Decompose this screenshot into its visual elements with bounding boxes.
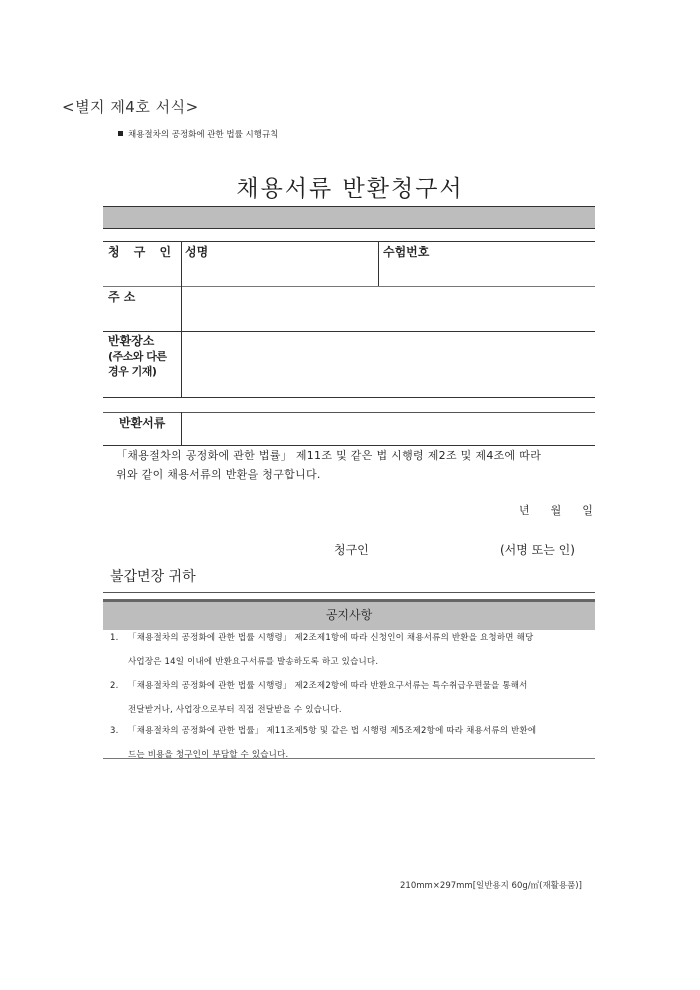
return-documents-label: 반환서류	[119, 416, 166, 430]
address-label: 주 소	[108, 290, 136, 304]
notice-item-1	[110, 631, 600, 667]
return-place-input[interactable]	[185, 334, 593, 394]
return-place-label	[108, 334, 167, 379]
date-day-label: 일	[582, 504, 593, 517]
notice-item-3-line1: 「채용절차의 공정화에 관한 법률」 제11조제5항 및 같은 법 시행령 제5조제2항에 따라 채용서류의 반환에	[128, 726, 537, 736]
regulation-subtitle-text: 채용절차의 공정화에 관한 법률 시행규칙	[128, 130, 279, 140]
date-line	[519, 502, 593, 518]
row-top-return-docs	[103, 412, 595, 413]
table-top-border	[103, 241, 595, 242]
notice-item-3-number: 3.	[110, 726, 119, 736]
statement-line-2: 위와 같이 채용서류의 반환을 청구합니다.	[116, 468, 321, 481]
notice-top-line	[103, 592, 595, 593]
name-exam-divider	[378, 241, 379, 286]
date-year-label: 년	[519, 504, 530, 517]
square-bullet-icon	[118, 131, 123, 136]
row-divider-return-place	[103, 397, 595, 398]
notice-item-1-line1: 「채용절차의 공정화에 관한 법률 시행령」 제2조제1항에 따라 신청인이 채용서류의 반환을 요청하면 해당	[128, 633, 534, 643]
notice-item-1-number: 1.	[110, 633, 119, 643]
address-input[interactable]	[185, 289, 593, 329]
notice-item-2-line2: 전달받거나, 사업장으로부터 직접 전달받을 수 있습니다.	[128, 705, 342, 715]
notice-item-3-line2: 드는 비용을 청구인이 부담할 수 있습니다.	[128, 750, 289, 760]
claimant-label: 청구인	[334, 543, 369, 557]
applicant-label: 청 구 인	[108, 245, 172, 259]
label-column-divider-docs	[181, 412, 182, 445]
table-bottom-border	[103, 445, 595, 446]
statement-line-1: 「채용절차의 공정화에 관한 법률」 제11조 및 같은 법 시행령 제2조 및 제4조에 따라	[116, 449, 542, 462]
document-title: 채용서류 반환청구서	[236, 176, 464, 202]
notice-item-2-number: 2.	[110, 681, 119, 691]
label-column-divider	[181, 241, 182, 397]
return-place-note-line2: 경우 기재)	[108, 365, 157, 378]
name-input[interactable]	[185, 260, 375, 284]
addressee: 불갑면장 귀하	[110, 569, 196, 585]
row-divider-address	[103, 331, 595, 332]
notice-item-2-line1: 「채용절차의 공정화에 관한 법률 시행령」 제2조제2항에 따라 반환요구서류는 특수취급우편물을 통해서	[128, 681, 528, 691]
notice-header-bar: 공지사항	[103, 599, 595, 630]
notice-item-1-line2: 사업장은 14일 이내에 반환요구서류를 발송하도록 하고 있습니다.	[128, 657, 379, 667]
name-label: 성명	[185, 245, 209, 259]
exam-number-input[interactable]	[383, 260, 593, 284]
return-place-note-line1: (주소와 다른	[108, 350, 167, 363]
notice-item-2	[110, 679, 600, 715]
date-month-label: 월	[550, 504, 562, 517]
row-divider-applicant	[103, 286, 595, 287]
paper-spec-footer: 210mm×297mm[일반용지 60g/㎡(재활용품)]	[400, 881, 582, 891]
return-documents-input[interactable]	[185, 414, 593, 443]
regulation-subtitle	[118, 128, 278, 140]
exam-number-label: 수험번호	[383, 245, 430, 259]
title-gray-bar	[103, 206, 595, 229]
signature-label: (서명 또는 인)	[500, 543, 575, 557]
notice-bottom-line	[103, 758, 595, 759]
notice-item-3	[110, 724, 600, 760]
return-place-label-text: 반환장소	[108, 334, 155, 348]
form-number-label: <별지 제4호 서식>	[62, 98, 199, 116]
